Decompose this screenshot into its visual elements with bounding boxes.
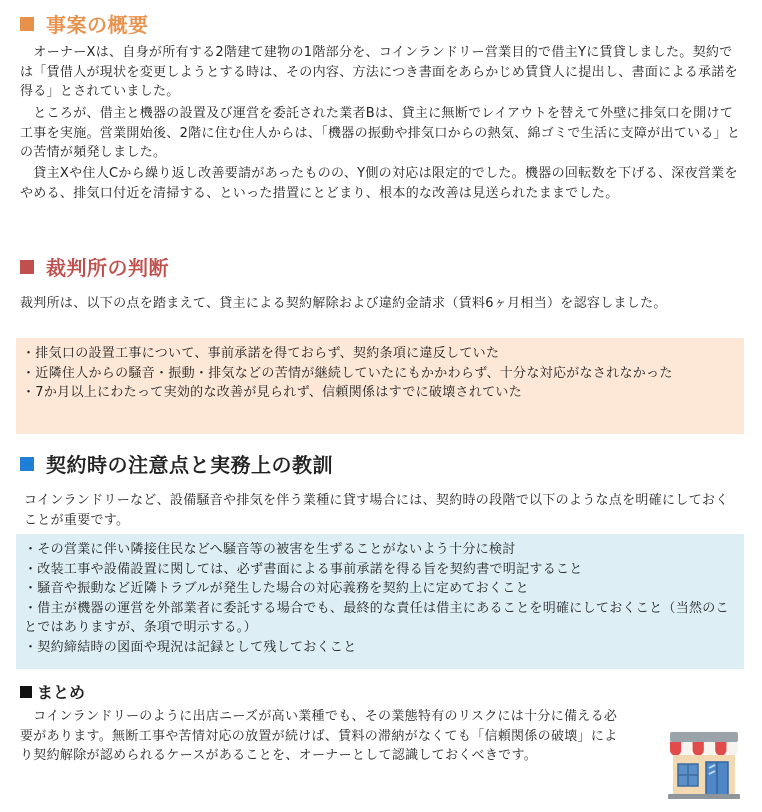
section-title-judgment [20, 252, 169, 281]
overview-paragraph-2: ところが、借主と機器の設置及び運営を委託された業者Bは、貸主に無断でレイアウトを替えて外壁に排気口を開けて工事を実施。営業開始後、2階に住む住人からは、「機器の振動や排気口からの熱気、綿ゴミで生活に支障が出ている」との苦情が頻発しました。 [20, 106, 741, 160]
storefront-icon [664, 724, 744, 800]
judgment-point: ・7か月以上にわたって実効的な改善が見られず、信頼関係はすでに破壊されていた [22, 385, 523, 400]
lessons-point: ・騒音や振動など近隣トラブルが発生した場合の対応義務を契約上に定めておくこと [24, 581, 529, 596]
section-title-overview [20, 9, 149, 38]
summary-paragraph: コインランドリーのように出店ニーズが高い業種でも、その業態特有のリスクには十分に備える必要があります。無断工事や苦情対応の放置が続けば、賃料の滞納がなくても「信頼関係の破壊」により契約解除が認められるケースがあることを、オーナーとして認識しておくべきです。 [20, 709, 618, 763]
square-bullet-icon [20, 457, 34, 471]
lessons-point: ・借主が機器の運営を外部業者に委託する場合でも、最終的な責任は借主にあることを明確にしておくこと（当然のことではありますが、条項で明示する。） [24, 600, 729, 635]
overview-paragraph-1: オーナーXは、自身が所有する2階建て建物の1階部分を、コインランドリー営業目的で借主Yに賃貸しました。契約では「賃借人が現状を変更しようとする時は、その内容、方法につき書面をあらかじめ賃貸人に提出し、書面による承諾を得る」とされていました。 [20, 45, 738, 99]
lessons-point: ・契約締結時の図面や現況は記録として残しておくこと [24, 639, 357, 655]
judgment-title: 裁判所の判断 [46, 256, 169, 280]
lessons-title: 契約時の注意点と実務上の教訓 [46, 453, 333, 477]
judgment-point: ・排気口の設置工事について、事前承諾を得ておらず、契約条項に違反していた [22, 346, 500, 361]
summary-title-text: まとめ [37, 683, 86, 702]
overview-title: 事案の概要 [46, 13, 149, 37]
judgment-intro: 裁判所は、以下の点を踏まえて、貸主による契約解除および違約金請求（賃料6ヶ月相当）を認容しました。 [20, 296, 667, 311]
judgment-points-box [16, 338, 744, 434]
square-bullet-icon [20, 686, 32, 698]
lessons-intro: コインランドリーなど、設備騒音や排気を伴う業種に貸す場合には、契約時の段階で以下のような点を明確にしておくことが重要です。 [24, 493, 729, 528]
lessons-points-box [16, 534, 744, 669]
lessons-point: ・改装工事や設備設置に関しては、必ず書面による事前承諾を得る旨を契約書で明記すること [24, 561, 583, 577]
square-bullet-icon [20, 17, 34, 31]
lessons-point: ・その営業に伴い隣接住民などへ騒音等の被害を生ずることがないよう十分に検討 [24, 542, 516, 557]
summary-title [20, 680, 85, 703]
square-bullet-icon [20, 260, 34, 274]
section-title-lessons [20, 449, 333, 478]
overview-paragraph-3: 貸主Xや住人Cから繰り返し改善要請があったものの、Y側の対応は限定的でした。機器の回転数を下げる、深夜営業をやめる、排気口付近を清掃する、といった措置にとどまり、根本的な改善は見送られたままでした。 [20, 166, 738, 201]
judgment-point: ・近隣住人からの騒音・振動・排気などの苦情が継続していたにもかかわらず、十分な対応がなされなかった [22, 365, 673, 381]
